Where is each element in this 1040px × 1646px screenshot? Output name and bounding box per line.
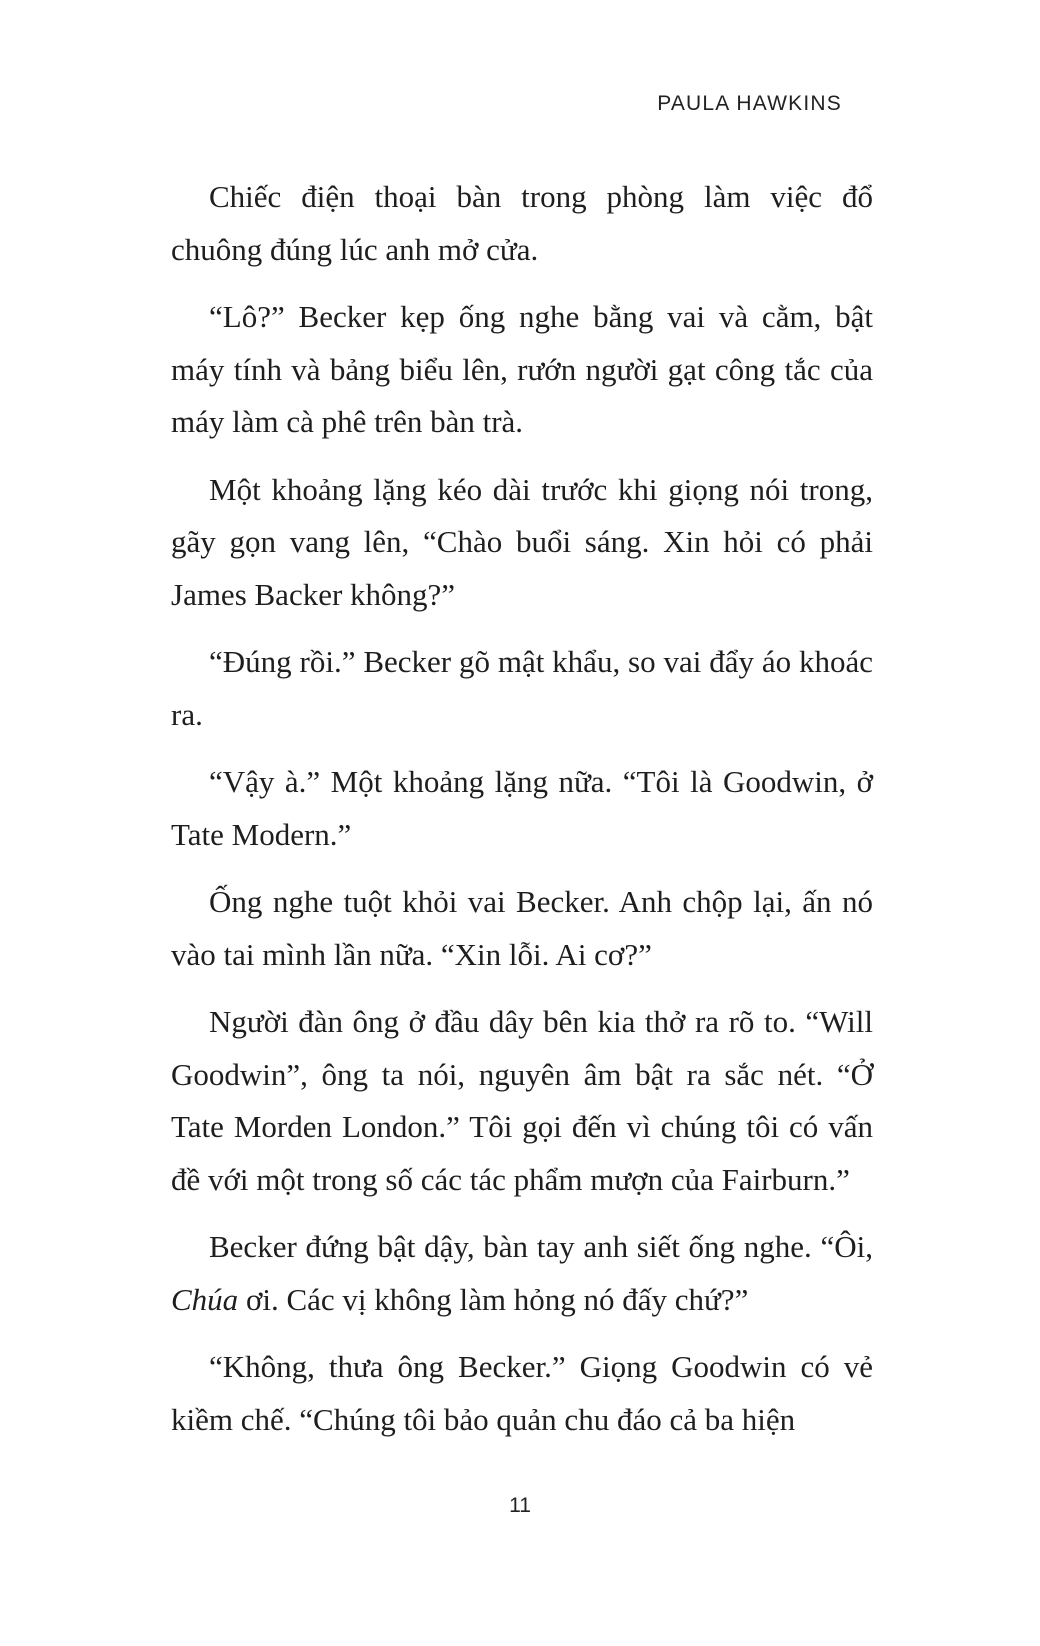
paragraph: Ống nghe tuột khỏi vai Becker. Anh chộp lại, ấn nó vào tai mình lần nữa. “Xin lỗi. Ai cơ?” [171, 884, 873, 972]
running-head-author: PAULA HAWKINS [657, 92, 842, 115]
emphasized-word: Chúa [171, 1281, 239, 1317]
paragraph: Một khoảng lặng kéo dài trước khi giọng nói trong, gãy gọn vang lên, “Chào buổi sáng. Xin hỏi có phải James Backer không?” [171, 471, 873, 612]
page-number: 11 [509, 1494, 531, 1517]
paragraph [171, 1221, 873, 1326]
paragraph-text: ơi. Các vị không làm hỏng nó đấy chứ?” [238, 1281, 749, 1317]
paragraph: Người đàn ông ở đầu dây bên kia thở ra rõ to. “Will Goodwin”, ông ta nói, nguyên âm bật ra sắc nét. “Ở Tate Morden London.” Tôi gọi đến vì chúng tôi có vấn đề với một trong số các tác phẩm mượn của Fairburn.” [171, 1004, 873, 1197]
paragraph: “Lô?” Becker kẹp ống nghe bằng vai và cằm, bật máy tính và bảng biểu lên, rướn người gạt công tắc của máy làm cà phê trên bàn trà. [171, 299, 873, 439]
paragraph: Chiếc điện thoại bàn trong phòng làm việc đổ chuông đúng lúc anh mở cửa. [171, 179, 873, 267]
paragraph: “Vậy à.” Một khoảng lặng nữa. “Tôi là Goodwin, ở Tate Modern.” [171, 764, 873, 852]
body-text [171, 171, 873, 1446]
paragraph: “Không, thưa ông Becker.” Giọng Goodwin có vẻ kiềm chế. “Chúng tôi bảo quản chu đáo cả ba hiện [171, 1349, 873, 1437]
paragraph-text: Becker đứng bật dậy, bàn tay anh siết ống nghe. “Ôi, [209, 1229, 873, 1264]
paragraph: “Đúng rồi.” Becker gõ mật khẩu, so vai đẩy áo khoác ra. [171, 644, 873, 732]
